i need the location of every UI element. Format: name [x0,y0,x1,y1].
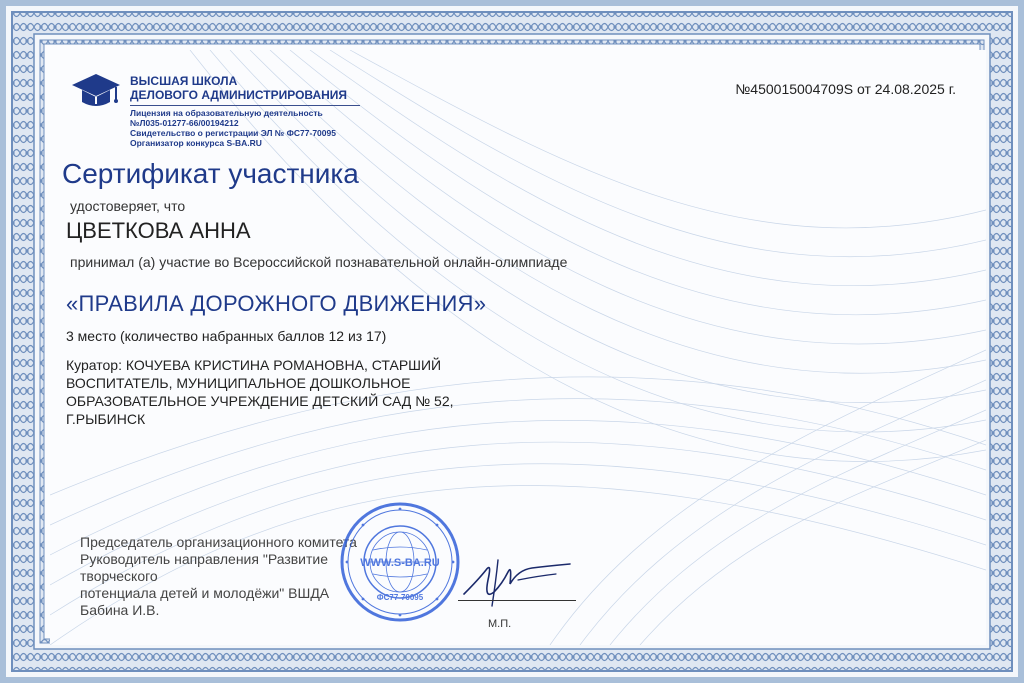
curator-line1: Куратор: КОЧУЕВА КРИСТИНА РОМАНОВНА, СТАРШИЙ [66,357,442,373]
graduation-cap-icon [70,70,122,116]
organization-name-line1: ВЫСШАЯ ШКОЛА [130,74,238,88]
organization-logo [70,68,370,158]
olympiad-title: «ПРАВИЛА ДОРОЖНОГО ДВИЖЕНИЯ» [66,291,487,316]
organization-name-line2: ДЕЛОВОГО АДМИНИСТРИРОВАНИЯ [130,88,348,102]
participant-name: ЦВЕТКОВА АННА [66,218,251,243]
stamp-number-text: ФС77-70095 [376,593,424,602]
organization-details [130,108,336,148]
curator-line3: ОБРАЗОВАТЕЛЬНОЕ УЧРЕЖДЕНИЕ ДЕТСКИЙ САД № 52, [66,393,454,409]
license-line1: Лицензия на образовательную деятельность [130,108,323,118]
signatory-position-line1: Председатель организационного комитета [80,534,357,550]
certificate-number: №450015004709S от 24.08.2025 г. [735,81,956,97]
handwritten-signature [458,550,578,610]
certifies-text: удостоверяет, что [70,198,186,214]
signature-line [458,600,576,601]
certificate-title: Сертификат участника [62,158,359,189]
signature-block [80,534,380,619]
certificate-frame [6,6,1018,677]
signatory-position-line3: потенциала детей и молодёжи" ВШДА [80,585,330,601]
curator-line4: Г.РЫБИНСК [66,411,146,427]
organization-divider [130,105,360,106]
registration-text: Свидетельство о регистрации ЭЛ № ФС77-70095 [130,128,336,138]
signatory-position-line2: Руководитель направления "Развитие творческого [80,551,329,584]
curator-text [66,356,536,428]
seal-place-label: М.П. [488,618,512,630]
participation-text: принимал (а) участие во Всероссийской познавательной онлайн-олимпиаде [70,254,568,270]
signatory-name: Бабина И.В. [80,602,160,618]
official-stamp [338,500,462,624]
result-text: 3 место (количество набранных баллов 12 из 17) [66,328,387,344]
stamp-site-text: WWW.S-BA.RU [360,557,440,569]
license-line2: №Л035-01277-66/00194212 [130,118,239,128]
curator-line2: ВОСПИТАТЕЛЬ, МУНИЦИПАЛЬНОЕ ДОШКОЛЬНОЕ [66,375,411,391]
organizer-text: Организатор конкурса S-BA.RU [130,138,262,148]
organization-name [130,74,347,102]
certificate-paper [50,50,986,645]
